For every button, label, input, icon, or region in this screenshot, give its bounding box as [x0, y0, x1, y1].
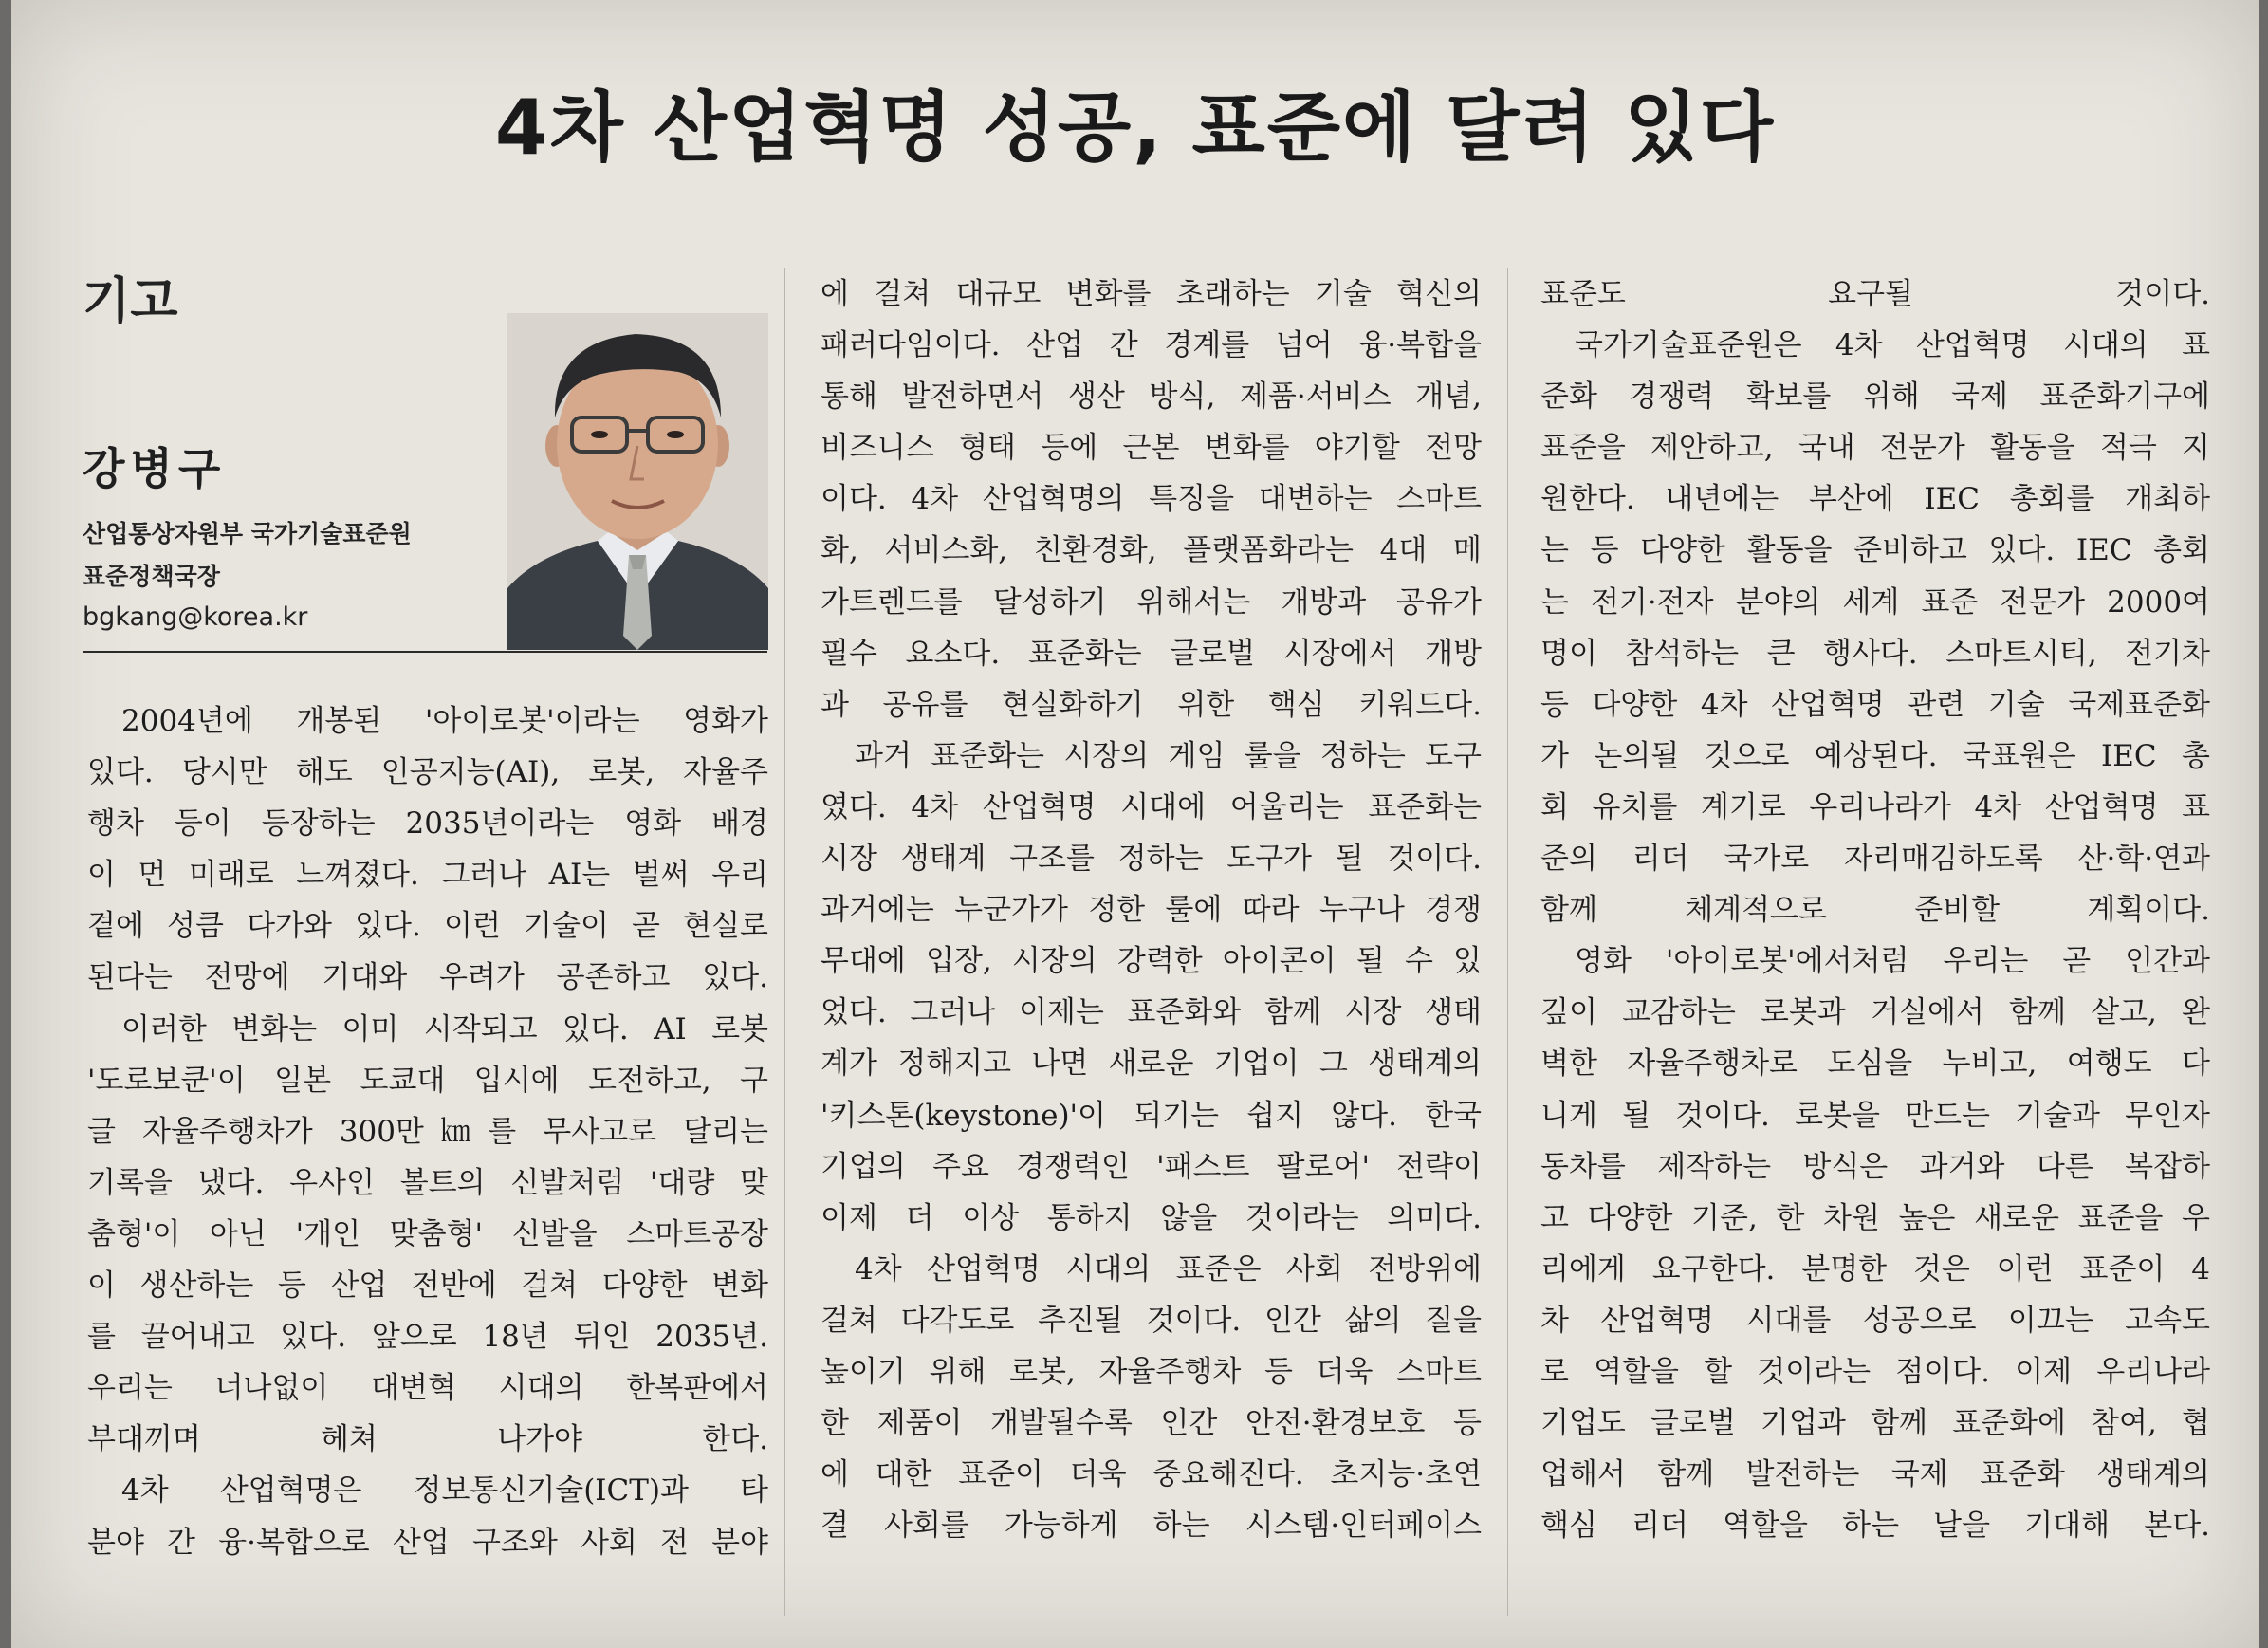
article-line: 었다. 그러나 이제는 표준화와 함께 시장 생태 [821, 995, 1482, 1030]
article-line: 고 다양한 기준, 한 차원 높은 새로운 표준을 우 [1540, 1200, 2210, 1235]
article-line: 2004년에 개봉된 '아이로봇'이라는 영화가 [121, 704, 768, 738]
article-line: 있다. 당시만 해도 인공지능(AI), 로봇, 자율주 [87, 755, 768, 790]
article-line: 결 사회를 가능하게 하는 시스템·인터페이스 [821, 1509, 1482, 1544]
article-line: '도로보쿤'이 일본 도쿄대 입시에 도전하고, 구 [87, 1063, 768, 1098]
article-line: 과 공유를 현실화하기 위한 핵심 키워드다. [821, 687, 1482, 722]
article-line: 한 제품이 개발될수록 인간 안전·환경보호 등 [821, 1406, 1482, 1441]
article-line: 걸쳐 다각도로 추진될 것이다. 인간 삶의 질을 [821, 1303, 1482, 1338]
column-divider [1507, 268, 1508, 1616]
article-line: 국가기술표준원은 4차 산업혁명 시대의 표 [1575, 328, 2210, 363]
article-line: 를 끌어내고 있다. 앞으로 18년 뒤인 2035년. [87, 1320, 768, 1355]
newspaper-clipping [11, 0, 2259, 1648]
article-line: 이러한 변화는 이미 시작되고 있다. AI 로봇 [121, 1011, 768, 1046]
article-line: 명이 참석하는 큰 행사다. 스마트시티, 전기차 [1540, 636, 2210, 671]
article-line: 비즈니스 형태 등에 근본 변화를 야기할 전망 [821, 431, 1482, 466]
article-line: 는 등 다양한 활동을 준비하고 있다. IEC 총회 [1540, 533, 2210, 568]
article-line: 과거 표준화는 시장의 게임 룰을 정하는 도구 [855, 738, 1482, 773]
article-line: 화, 서비스화, 친환경화, 플랫폼화라는 4대 메 [821, 533, 1482, 568]
article-line: 는 전기·전자 분야의 세계 표준 전문가 2000여 [1540, 584, 2210, 620]
article-line: 벽한 자율주행차로 도심을 누비고, 여행도 다 [1540, 1046, 2210, 1082]
article-column-1 [87, 695, 768, 1568]
article-line: 영화 '아이로봇'에서처럼 우리는 곧 인간과 [1575, 944, 2210, 979]
article-line: 계가 정해지고 나면 새로운 기업이 그 생태계의 [821, 1046, 1482, 1082]
article-line: 춤형'이 아닌 '개인 맞춤형' 신발을 스마트공장 [87, 1216, 768, 1251]
author-email: bgkang@korea.kr [83, 602, 308, 632]
author-affiliation: 산업통상자원부 국가기술표준원 [83, 520, 412, 547]
article-line: 준화 경쟁력 확보를 위해 국제 표준화기구에 [1540, 380, 2210, 415]
article-line: 핵심 리더 역할을 하는 날을 기대해 본다. [1540, 1509, 2210, 1544]
article-line: 시장 생태계 구조를 정하는 도구가 될 것이다. [821, 842, 1482, 877]
article-line: 4차 산업혁명은 정보통신기술(ICT)과 타 [121, 1473, 768, 1509]
article-line: 표준도 요구될 것이다. [1540, 277, 2210, 311]
article-line: 글 자율주행차가 300만㎞를 무사고로 달리는 [87, 1114, 768, 1149]
article-line: 에 걸쳐 대규모 변화를 초래하는 기술 혁신의 [821, 277, 1482, 311]
author-photo [507, 313, 768, 650]
article-line: 가트렌드를 달성하기 위해서는 개방과 공유가 [821, 584, 1482, 620]
article-line: 차 산업혁명 시대를 성공으로 이끄는 고속도 [1540, 1303, 2210, 1338]
article-line: 등 다양한 4차 산업혁명 관련 기술 국제표준화 [1540, 687, 2210, 722]
article-line: 기업의 주요 경쟁력인 '패스트 팔로어' 전략이 [821, 1149, 1482, 1184]
article-line: '키스톤(keystone)'이 되기는 쉽지 않다. 한국 [821, 1098, 1482, 1133]
article-line: 곁에 성큼 다가와 있다. 이런 기술이 곧 현실로 [87, 909, 768, 944]
article-line: 깊이 교감하는 로봇과 거실에서 함께 살고, 완 [1540, 995, 2210, 1030]
article-line: 였다. 4차 산업혁명 시대에 어울리는 표준화는 [821, 789, 1482, 824]
article-line: 분야 간 융·복합으로 산업 구조와 사회 전 분야 [87, 1525, 768, 1560]
article-line: 회 유치를 계기로 우리나라가 4차 산업혁명 표 [1540, 789, 2210, 824]
article-line: 4차 산업혁명 시대의 표준은 사회 전방위에 [855, 1251, 1482, 1287]
article-line: 이 먼 미래로 느껴졌다. 그러나 AI는 벌써 우리 [87, 858, 768, 893]
article-line: 함께 체계적으로 준비할 계획이다. [1540, 893, 2210, 928]
article-line: 패러다임이다. 산업 간 경계를 넘어 융·복합을 [821, 328, 1482, 363]
article-line: 준의 리더 국가로 자리매김하도록 산·학·연과 [1540, 842, 2210, 877]
article-line: 로 역할을 할 것이라는 점이다. 이제 우리나라 [1540, 1354, 2210, 1389]
article-line: 무대에 입장, 시장의 강력한 아이콘이 될 수 있 [821, 944, 1482, 979]
article-column-3 [1540, 268, 2210, 1551]
article-column-2 [821, 268, 1482, 1551]
article-line: 가 논의될 것으로 예상된다. 국표원은 IEC 총 [1540, 738, 2210, 773]
article-line: 이다. 4차 산업혁명의 특징을 대변하는 스마트 [821, 482, 1482, 517]
author-name: 강병구 [83, 443, 227, 494]
headline: 4차 산업혁명 성공, 표준에 달려 있다 [494, 83, 1776, 172]
byline-divider [83, 651, 767, 653]
article-line: 높이기 위해 로봇, 자율주행차 등 더욱 스마트 [821, 1354, 1482, 1389]
article-line: 원한다. 내년에는 부산에 IEC 총회를 개최하 [1540, 482, 2210, 517]
article-line: 이제 더 이상 통하지 않을 것이라는 의미다. [821, 1200, 1482, 1235]
article-line: 이 생산하는 등 산업 전반에 걸쳐 다양한 변화 [87, 1268, 768, 1304]
article-line: 리에게 요구한다. 분명한 것은 이런 표준이 4 [1540, 1251, 2210, 1287]
article-line: 에 대한 표준이 더욱 중요해진다. 초지능·초연 [821, 1457, 1482, 1492]
article-line: 통해 발전하면서 생산 방식, 제품·서비스 개념, [821, 380, 1482, 415]
article-line: 동차를 제작하는 방식은 과거와 다른 복잡하 [1540, 1149, 2210, 1184]
article-line: 기업도 글로벌 기업과 함께 표준화에 참여, 협 [1540, 1406, 2210, 1441]
article-line: 표준을 제안하고, 국내 전문가 활동을 적극 지 [1540, 431, 2210, 466]
article-line: 부대끼며 헤쳐 나가야 한다. [87, 1422, 768, 1457]
article-line: 과거에는 누군가가 정한 룰에 따라 누구나 경쟁 [821, 893, 1482, 928]
article-line: 업해서 함께 발전하는 국제 표준화 생태계의 [1540, 1457, 2210, 1492]
section-label: 기고 [83, 273, 178, 330]
article-line: 니게 될 것이다. 로봇을 만드는 기술과 무인자 [1540, 1098, 2210, 1133]
article-line: 행차 등이 등장하는 2035년이라는 영화 배경 [87, 806, 768, 842]
article-line: 기록을 냈다. 우사인 볼트의 신발처럼 '대량 맞 [87, 1165, 768, 1200]
author-title: 표준정책국장 [83, 563, 220, 590]
article-line: 필수 요소다. 표준화는 글로벌 시장에서 개방 [821, 636, 1482, 671]
article-line: 우리는 너나없이 대변혁 시대의 한복판에서 [87, 1371, 768, 1406]
column-divider [784, 268, 785, 1616]
article-line: 된다는 전망에 기대와 우려가 공존하고 있다. [87, 960, 768, 995]
